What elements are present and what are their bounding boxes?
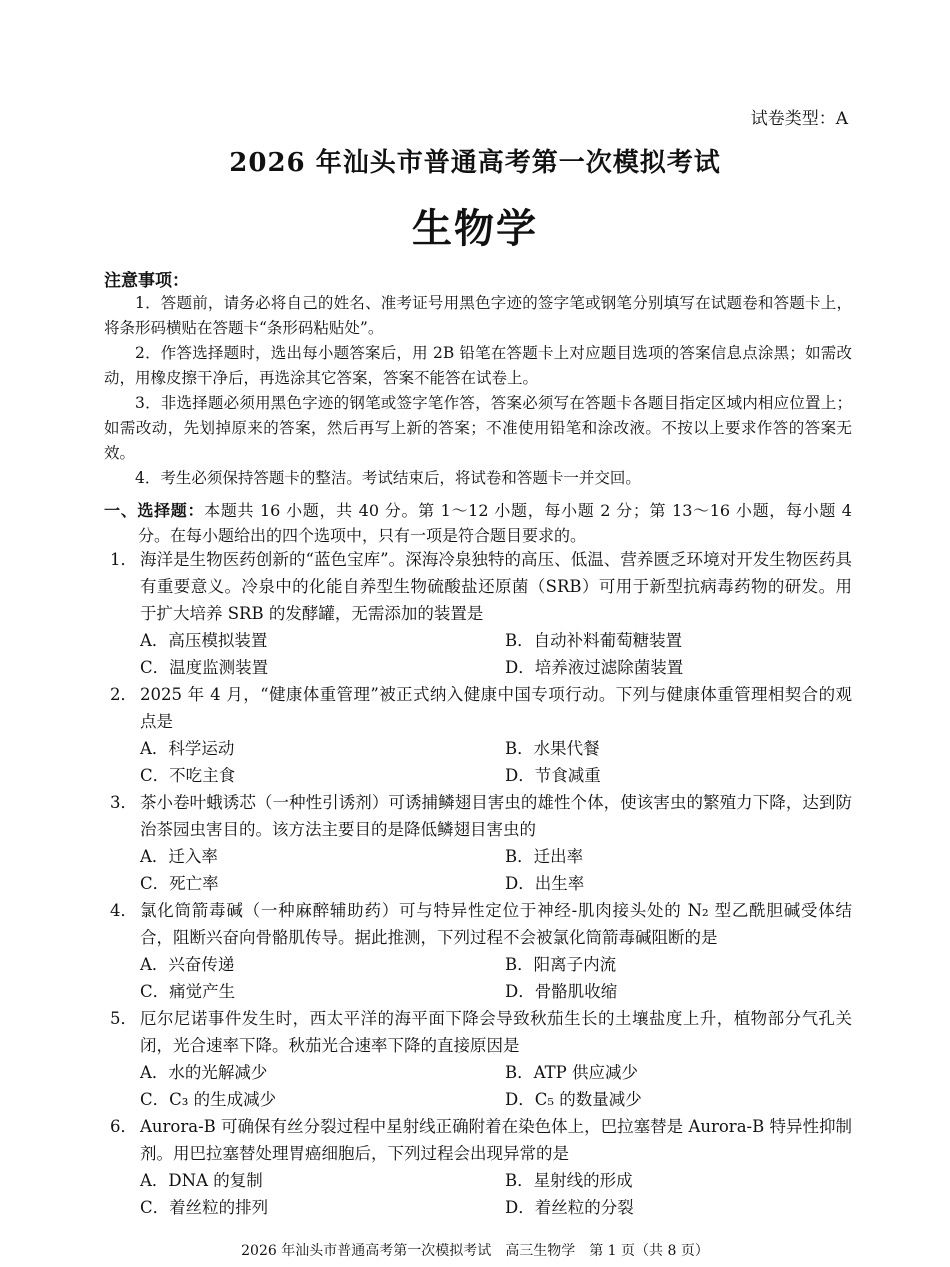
- option-a: A．迁入率: [140, 847, 218, 866]
- option-b: B．迁出率: [505, 847, 584, 866]
- option-d: D．骨骼肌收缩: [505, 982, 618, 1001]
- exam-title: 2026 年汕头市普通高考第一次模拟考试: [229, 148, 721, 178]
- notice-item-2: 2．作答选择题时，选出每小题答案后，用 2B 铅笔在答题卡上对应题目选项的答案信息点涂黑；如需改动，用橡皮擦干净后，再选涂其它答案，答案不能答在试卷上。: [104, 344, 852, 387]
- option-a: A．科学运动: [140, 739, 235, 758]
- question-number: 6．: [110, 1117, 137, 1136]
- question-number: 4．: [110, 901, 137, 920]
- notice-heading: 注意事项：: [104, 271, 189, 291]
- option-d: D．着丝粒的分裂: [505, 1198, 634, 1217]
- option-c: C．不吃主食: [140, 766, 236, 785]
- question-number: 2．: [110, 685, 137, 704]
- option-c: C．C₃ 的生成减少: [140, 1090, 277, 1109]
- question-1: [110, 546, 852, 681]
- option-b: B．星射线的形成: [505, 1171, 633, 1190]
- option-c: C．温度监测装置: [140, 658, 269, 677]
- option-c: C．着丝粒的排列: [140, 1198, 269, 1217]
- question-stem: 2025 年 4 月，“健康体重管理”被正式纳入健康中国专项行动。下列与健康体重管理相契合的观点是: [140, 685, 852, 731]
- question-stem: 茶小卷叶蛾诱芯（一种性引诱剂）可诱捕鳞翅目害虫的雄性个体，使该害虫的繁殖力下降，达到防治茶园虫害目的。该方法主要目的是降低鳞翅目害虫的: [140, 793, 852, 839]
- option-c: C．死亡率: [140, 874, 219, 893]
- option-c: C．痛觉产生: [140, 982, 236, 1001]
- subject-title: 生物学: [412, 205, 538, 252]
- notice-item-3: 3．非选择题必须用黑色字迹的钢笔或签字笔作答，答案必须写在答题卡各题目指定区域内相应位置上；如需改动，先划掉原来的答案，然后再写上新的答案；不准使用铅笔和涂改液。不按以上要求作答的答案无效。: [104, 394, 852, 462]
- option-b: B．ATP 供应减少: [505, 1063, 638, 1082]
- paper-type-label: 试卷类型：A: [750, 109, 848, 129]
- option-b: B．水果代餐: [505, 739, 600, 758]
- question-2: [110, 681, 852, 789]
- option-d: D．C₅ 的数量减少: [505, 1090, 642, 1109]
- question-3: [110, 789, 852, 897]
- option-a: A．DNA 的复制: [140, 1171, 263, 1190]
- question-stem: 海洋是生物医药创新的“蓝色宝库”。深海冷泉独特的高压、低温、营养匮乏环境对开发生物医药具有重要意义。冷泉中的化能自养型生物硫酸盐还原菌（SRB）可用于新型抗病毒药物的研发。用于扩大培养 SRB 的发酵罐，无需添加的装置是: [140, 550, 852, 623]
- option-d: D．节食减重: [505, 766, 601, 785]
- option-b: B．阳离子内流: [505, 955, 617, 974]
- question-list: [110, 546, 852, 1221]
- question-number: 1．: [110, 550, 137, 569]
- question-number: 3．: [110, 793, 137, 812]
- question-4: [110, 897, 852, 1005]
- section-instructions: [104, 498, 852, 548]
- question-stem: 厄尔尼诺事件发生时，西太平洋的海平面下降会导致秋茄生长的土壤盐度上升，植物部分气孔关闭，光合速率下降。秋茄光合速率下降的直接原因是: [140, 1009, 852, 1055]
- section-body: 本题共 16 小题，共 40 分。第 1～12 小题，每小题 2 分；第 13～16 小题，每小题 4 分。在每小题给出的四个选项中，只有一项是符合题目要求的。: [138, 501, 852, 545]
- question-5: [110, 1005, 852, 1113]
- question-stem: 氯化筒箭毒碱（一种麻醉辅助药）可与特异性定位于神经-肌肉接头处的 N₂ 型乙酰胆碱受体结合，阻断兴奋向骨骼肌传导。据此推测，下列过程不会被氯化筒箭毒碱阻断的是: [140, 901, 852, 947]
- section-heading: 一、选择题：: [104, 501, 205, 520]
- notice-item-4: 4．考生必须保持答题卡的整洁。考试结束后，将试卷和答题卡一并交回。: [135, 469, 641, 487]
- option-a: A．兴奋传递: [140, 955, 235, 974]
- page-footer: 2026 年汕头市普通高考第一次模拟考试 高三生物学 第 1 页（共 8 页）: [241, 1243, 709, 1259]
- option-b: B．自动补料葡萄糖装置: [505, 631, 683, 650]
- notice-list: [104, 291, 852, 491]
- question-number: 5．: [110, 1009, 137, 1028]
- question-stem: Aurora-B 可确保有丝分裂过程中星射线正确附着在染色体上，巴拉塞替是 Aurora-B 特异性抑制剂。用巴拉塞替处理胃癌细胞后，下列过程会出现异常的是: [140, 1117, 852, 1163]
- option-a: A．高压模拟装置: [140, 631, 268, 650]
- question-6: [110, 1113, 852, 1221]
- option-d: D．出生率: [505, 874, 585, 893]
- option-a: A．水的光解减少: [140, 1063, 268, 1082]
- option-d: D．培养液过滤除菌装置: [505, 658, 684, 677]
- notice-item-1: 1．答题前，请务必将自己的姓名、准考证号用黑色字迹的签字笔或钢笔分别填写在试题卷和答题卡上，将条形码横贴在答题卡“条形码粘贴处”。: [104, 294, 852, 337]
